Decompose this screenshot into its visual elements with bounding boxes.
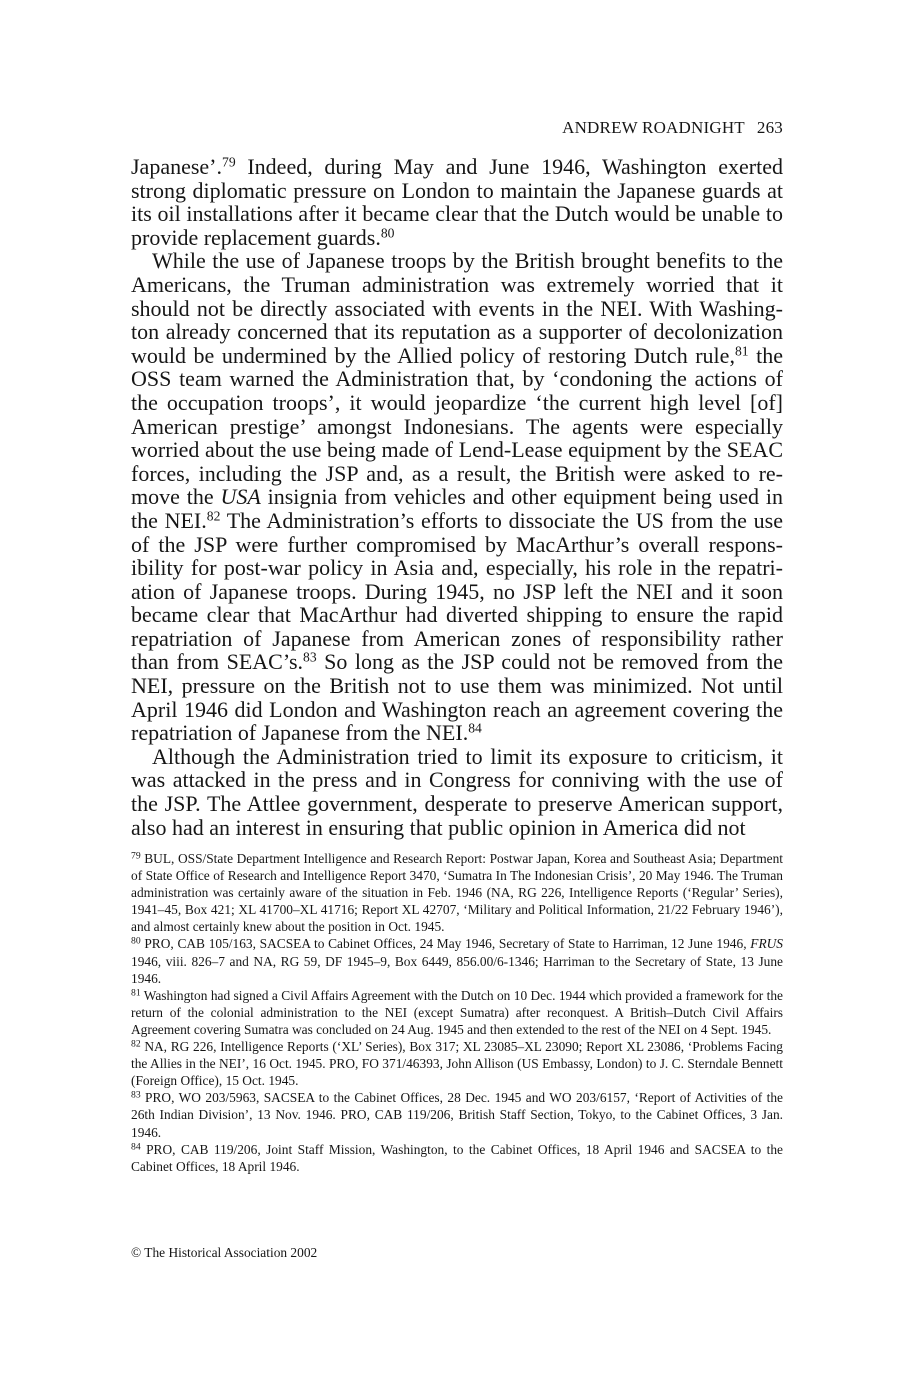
note-reference: 80	[380, 225, 395, 241]
footnote	[131, 1141, 783, 1175]
note-reference: 83	[303, 649, 317, 665]
footnote-number: 84	[131, 1141, 141, 1153]
note-reference: 82	[206, 508, 221, 524]
text-run: insignia from vehicles and other equipment being used in the NEI.	[131, 484, 783, 533]
footnote	[131, 935, 783, 986]
copyright-notice: © The Historical Association 2002	[131, 1245, 318, 1260]
article-body	[131, 155, 783, 839]
italic-text: USA	[220, 484, 261, 510]
text-run: 1946, viii. 826–7 and NA, RG 59, DF 1945–9, Box 6449, 856.00/6-1346; Harriman to the Secretary of State, 13 June 1946.	[131, 953, 783, 986]
footnotes	[131, 850, 783, 1175]
text-run: So long as the JSP could not be removed from the NEI, pressure on the British not to use them was minimized. Not until April 1946 did London and Washington reach an agreement covering the repatriation of Japanese from the NEI.	[131, 649, 783, 746]
footnote-number: 82	[131, 1038, 141, 1050]
note-reference: 79	[222, 154, 236, 170]
footnote-number: 83	[131, 1089, 141, 1101]
running-head	[562, 118, 783, 138]
footnote-number: 79	[131, 850, 141, 862]
body-paragraph	[131, 745, 783, 839]
text-run: PRO, CAB 105/163, SACSEA to Cabinet Offices, 24 May 1946, Secretary of State to Harriman, 12 June 1946,	[140, 936, 751, 952]
footnote	[131, 987, 783, 1038]
footnote	[131, 1038, 783, 1089]
body-paragraph	[131, 249, 783, 744]
footnote-number: 80	[131, 936, 141, 948]
text-run: Indeed, during May and June 1946, Washington exerted strong diplomatic pressure on London to maintain the Japanese guards at its oil installations after it became clear that the Dutch would be unable to provide replacement guards.	[131, 154, 783, 250]
note-reference: 84	[468, 720, 482, 736]
text-run: NA, RG 226, Intelligence Reports (‘XL’ Series), Box 317; XL 23085–XL 23090; Report XL 23086, ‘Problems Facing the Allies in the NEI’, 16 Oct. 1945. PRO, FO 371/46393, John Allison (US Embassy, London) to J. C. Sterndale Bennett (Foreign Office), 15 Oct. 1945.	[131, 1039, 783, 1089]
page-number: 263	[756, 118, 783, 137]
text-run: the OSS team warned the Administration that, by ‘condoning the actions of the occupation troops’, it would jeopardize ‘the current high level [of] American prestige’ amongst Indonesians. The agents were especially worried about the use being made of Lend-Lease equipment by the SEAC forces, including the JSP and, as a result, the British were asked to remove the	[131, 342, 784, 510]
text-run: PRO, WO 203/5963, SACSEA to the Cabinet Offices, 28 Dec. 1945 and WO 203/6157, ‘Report of Activities of the 26th Indian Division’, 13 Nov. 1946. PRO, CAB 119/206, British Staff Section, Tokyo, to the Cabinet Offices, 3 Jan. 1946.	[131, 1090, 783, 1140]
text-run: The Administration’s efforts to dissociate the US from the use of the JSP were further compromised by MacArthur’s overall responsibility for post-war policy in Asia and, especially, his role in the repatriation of Japanese troops. During 1945, no JSP left the NEI and it soon became clear that MacArthur had diverted shipping to ensure the rapid repatriation of Japanese from American zones of responsibility rather than from SEAC’s.	[131, 507, 783, 675]
italic-text: FRUS	[750, 936, 783, 952]
running-head-author: ANDREW ROADNIGHT	[562, 118, 745, 137]
footnote	[131, 1089, 783, 1140]
text-run: While the use of Japanese troops by the British brought benefits to the Americans, the Truman administration was extremely worried that it should not be directly associated with events in the NEI. With Washington already concerned that its reputation as a supporter of decolonization would be undermined by the Allied policy of restoring Dutch rule,	[131, 248, 783, 368]
text-run: Although the Administration tried to limit its exposure to criticism, it was attacked in the press and in Congress for conniving with the use of the JSP. The Attlee government, desperate to preserve American support, also had an interest in ensuring that public opinion in America did not	[131, 743, 783, 840]
text-run: PRO, CAB 119/206, Joint Staff Mission, Washington, to the Cabinet Offices, 18 April 1946 and SACSEA to the Cabinet Offices, 18 April 1946.	[131, 1141, 783, 1174]
body-paragraph	[131, 155, 783, 249]
text-run: Japanese’.	[131, 154, 223, 179]
footnote	[131, 850, 783, 935]
note-reference: 81	[734, 343, 749, 359]
text-run: BUL, OSS/State Department Intelligence and Research Report: Postwar Japan, Korea and Southeast Asia; Department of State Office of Research and Intelligence Report 3470, ‘Sumatra In The Indonesian Crisis’, 20 May 1946. The Truman administration was certainly aware of the situation in Feb. 1946 (NA, RG 226, Intelligence Reports (‘Regular’ Series), 1941–45, Box 421; XL 41700–XL 41716; Report XL 42707, ‘Military and Political Information, 21/22 February 1946’), and almost certainly knew about the position in Oct. 1945.	[131, 851, 783, 935]
footnote-number: 81	[131, 987, 141, 999]
text-run: Washington had signed a Civil Affairs Agreement with the Dutch on 10 Dec. 1944 which provided a framework for the return of the colonial administration to the NEI (except Sumatra) after reconquest. A British–Dutch Civil Affairs Agreement covering Sumatra was concluded on 24 Aug. 1945 and then extended to the rest of the NEI on 4 Sept. 1945.	[131, 987, 783, 1037]
